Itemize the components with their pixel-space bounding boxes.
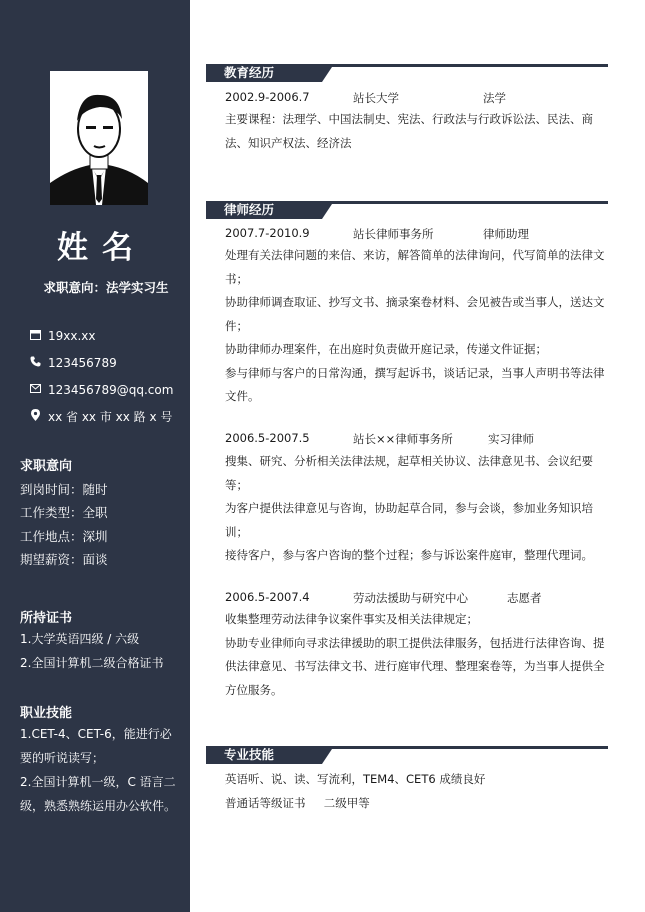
skills-section-title: 专业技能 <box>224 747 275 762</box>
job-duties <box>225 608 607 702</box>
sidebar <box>0 0 190 912</box>
intent-item: 工作类型：全职 <box>20 505 108 521</box>
duty-line: 接待客户，参与客户咨询的整个过程；参与诉讼案件庭审，整理代理词。 <box>225 548 593 562</box>
intent-item: 工作地点：深圳 <box>20 528 108 544</box>
cert-item: 1.大学英语四级 / 六级 <box>20 632 140 646</box>
contact-birth <box>26 322 173 349</box>
skills-list <box>20 722 182 818</box>
contact-email <box>26 376 173 403</box>
job-role: 律师助理 <box>483 227 529 241</box>
certs-title: 所持证书 <box>20 611 73 626</box>
duty-line: 处理有关法律问题的来信、来访，解答简单的法律询问，代写简单的法律文书； <box>225 248 605 286</box>
duty-line: 收集整理劳动法律争议案件事实及相关法律规定； <box>225 612 478 626</box>
job-role: 志愿者 <box>507 591 542 605</box>
job-role: 实习律师 <box>488 432 534 446</box>
lawyer-header <box>206 201 608 219</box>
contact-phone <box>26 349 173 376</box>
contact-list <box>26 322 173 430</box>
skill-item: 1.CET-4、CET-6，能进行必要的听说读写； <box>20 727 172 765</box>
education-courses <box>225 108 607 155</box>
education-title: 教育经历 <box>224 65 275 80</box>
intent-item: 期望薪资：面谈 <box>20 551 108 567</box>
lawyer-title: 律师经历 <box>224 202 275 217</box>
skills-header <box>206 746 608 764</box>
email-text: 123456789@qq.com <box>48 382 174 397</box>
certs-list <box>20 627 182 675</box>
courses-text: 主要课程：法理学、中国法制史、宪法、行政法与行政诉讼法、民法、商法、知识产权法、经济法 <box>225 112 593 150</box>
job-org: 劳动法援助与研究中心 <box>353 591 468 605</box>
job-org: 站长××律师事务所 <box>353 432 453 446</box>
phone-icon <box>26 356 44 370</box>
candidate-name: 姓名 <box>57 230 147 266</box>
job-duties <box>225 244 607 409</box>
mail-icon <box>26 383 44 396</box>
intent-list <box>20 482 108 575</box>
job-org: 站长律师事务所 <box>353 227 434 241</box>
location-icon <box>26 409 44 424</box>
address-text: xx 省 xx 市 xx 路 x 号 <box>48 410 173 424</box>
phone-text: 123456789 <box>48 355 117 370</box>
duty-line: 参与律师与客户的日常沟通，撰写起诉书，谈话记录，当事人声明书等法律文件。 <box>225 365 605 403</box>
skills-title: 职业技能 <box>20 706 73 721</box>
skill-line: 英语听、说、读、写流利，TEM4、CET6 成绩良好 <box>225 772 486 786</box>
skill-item: 2.全国计算机一级，C 语言二级，熟悉熟练运用办公软件。 <box>20 775 177 813</box>
intent-title: 求职意向 <box>20 459 73 474</box>
contact-address <box>26 403 173 430</box>
duty-line: 协助专业律师向寻求法律援助的职工提供法律服务，包括进行法律咨询、提供法律意见、书写法律文书、进行庭审代理、整理案卷等，为当事人提供全方位服务。 <box>225 635 605 697</box>
duty-line: 为客户提供法律意见与咨询，协助起草合同，参与会谈，参加业务知识培训； <box>225 501 593 539</box>
education-school: 站长大学 <box>353 91 399 105</box>
job-objective: 求职意向：法学实习生 <box>43 280 169 295</box>
duty-line: 协助律师办理案件，在出庭时负责做开庭记录，传递文件证据； <box>225 342 547 356</box>
education-period: 2002.9-2006.7 <box>225 90 310 104</box>
job-period: 2006.5-2007.4 <box>225 590 310 604</box>
duty-line: 搜集、研究、分析相关法律法规，起草相关协议、法律意见书、会议纪要等； <box>225 454 593 492</box>
calendar-icon <box>26 329 44 343</box>
skills-lines <box>225 768 607 815</box>
cert-item: 2.全国计算机二级合格证书 <box>20 656 164 670</box>
birth-text: 19xx.xx <box>48 328 96 343</box>
education-major: 法学 <box>483 91 506 105</box>
job-period: 2007.7-2010.9 <box>225 226 310 240</box>
intent-item: 到岗时间：随时 <box>20 482 108 497</box>
duty-line: 协助律师调查取证、抄写文书、摘录案卷材料、会见被告或当事人，送达文件； <box>225 295 605 333</box>
profile-photo <box>50 71 148 205</box>
job-duties <box>225 450 607 568</box>
job-period: 2006.5-2007.5 <box>225 431 310 445</box>
education-header <box>206 64 608 82</box>
skill-line: 普通话等级证书 二级甲等 <box>225 795 370 810</box>
